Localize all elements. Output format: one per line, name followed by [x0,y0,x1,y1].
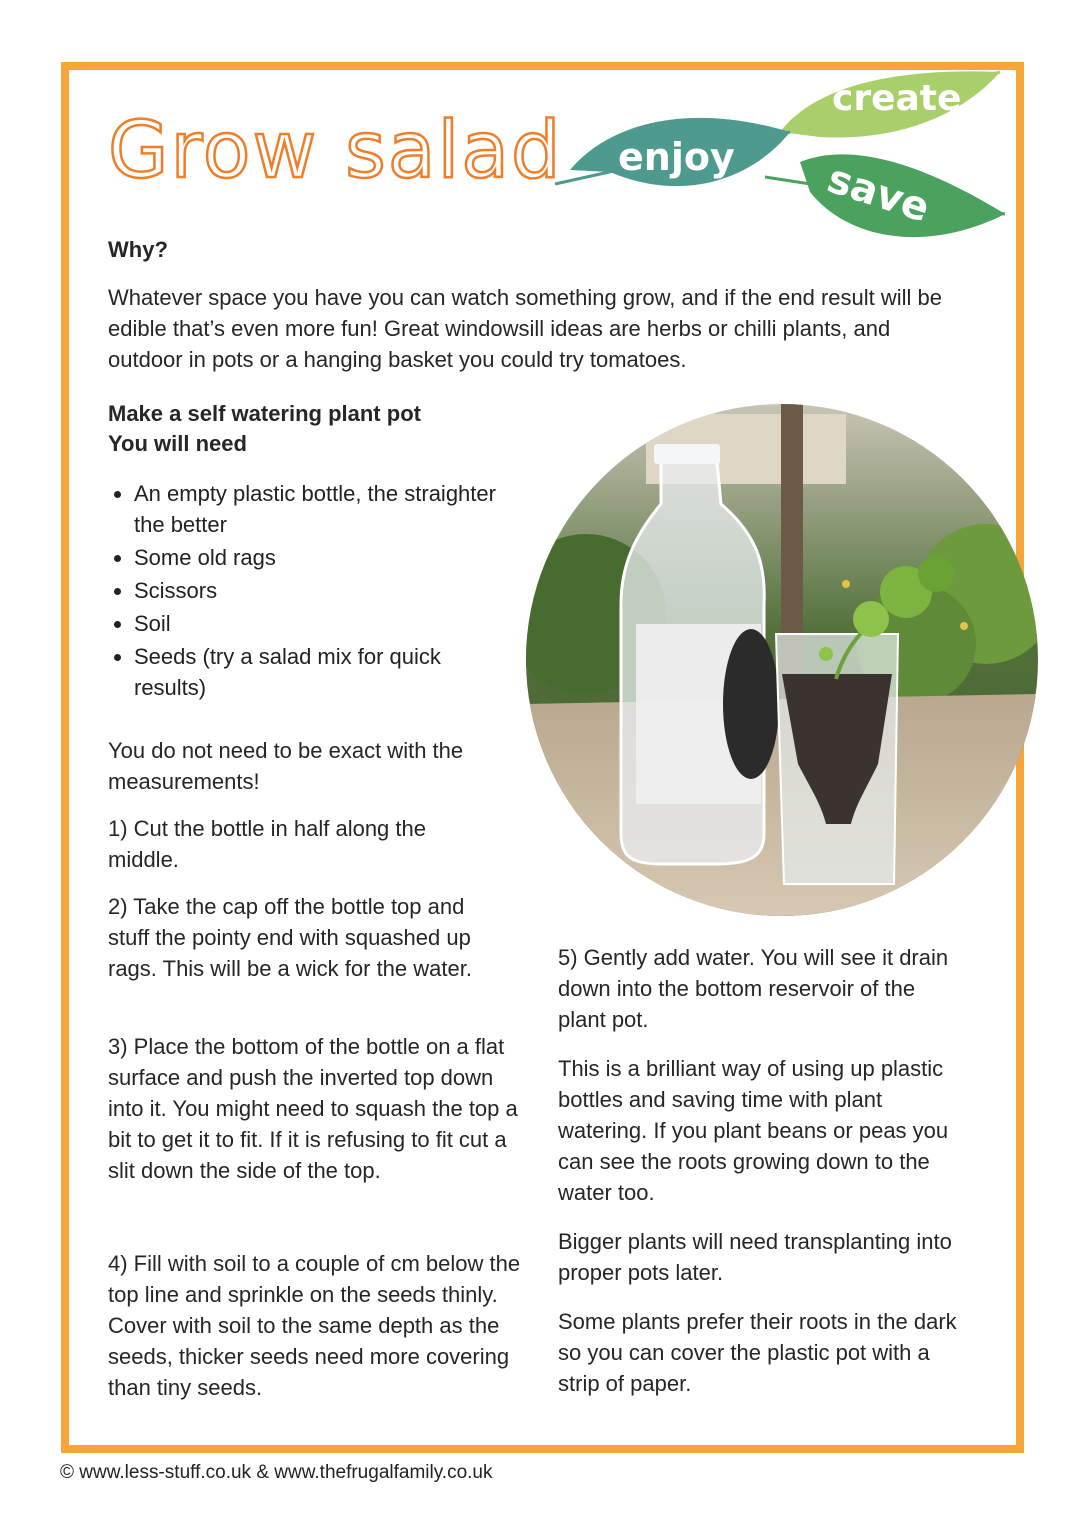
list-item: • Seeds (try a salad mix for quick results) [134,641,514,703]
list-item: • An empty plastic bottle, the straighter the better [134,478,514,540]
make-heading: Make a self watering plant pot [108,401,421,426]
leaf-create [775,71,1000,137]
leaf-save [765,154,1005,237]
leaves-logo [550,62,1020,252]
leaf-create-label: create [832,78,962,119]
extra-paragraph: This is a brilliant way of using up plastic bottles and saving time with plant watering. If you plant beans or peas you can see the roots growing down to the water too. [558,1056,949,1205]
extra-paragraph: Bigger plants will need transplanting into proper pots later. [558,1229,952,1285]
extra-paragraph: Some plants prefer their roots in the dark so you can cover the plastic pot with a strip of paper. [558,1309,957,1396]
leaf-enjoy-label: enjoy [618,135,735,179]
step-4: 4) Fill with soil to a couple of cm below the top line and sprinkle on the seeds thinly. Cover with soil to the same depth as the seeds, thicker seeds need more covering than tiny seeds. [108,1251,521,1400]
leaf-enjoy [555,118,790,186]
measurements-note: You do not need to be exact with the measurements! [108,738,464,794]
step-2: 2) Take the cap off the bottle top and stuff the pointy end with squashed up rags. This will be a wick for the water. [108,894,472,981]
page-title: Grow salad [108,106,563,196]
why-text: Whatever space you have you can watch something grow, and if the end result will be edible that’s even more fun! Great windowsill ideas are herbs or chilli plants, and outdoor in pots or a hanging basket you could try tomatoes. [108,285,943,372]
why-heading: Why? [108,237,168,262]
step-1: 1) Cut the bottle in half along the middle. [108,816,426,872]
bottle-planter-photo [526,404,1038,916]
footer-credits: © www.less-stuff.co.uk & www.thefrugalfamily.co.uk [60,1462,493,1483]
needs-heading: You will need [108,431,247,456]
needs-list [108,478,514,705]
list-item: • Soil [134,608,514,639]
list-item: • Scissors [134,575,514,606]
leaf-save-label: save [821,155,936,232]
step-3: 3) Place the bottom of the bottle on a flat surface and push the inverted top down into it. You might need to squash the top a bit to get it to fit. If it is refusing to fit cut a slit down the side of the top. [108,1034,518,1183]
list-item: • Some old rags [134,542,514,573]
step-5: 5) Gently add water. You will see it drain down into the bottom reservoir of the plant pot. [558,945,949,1032]
